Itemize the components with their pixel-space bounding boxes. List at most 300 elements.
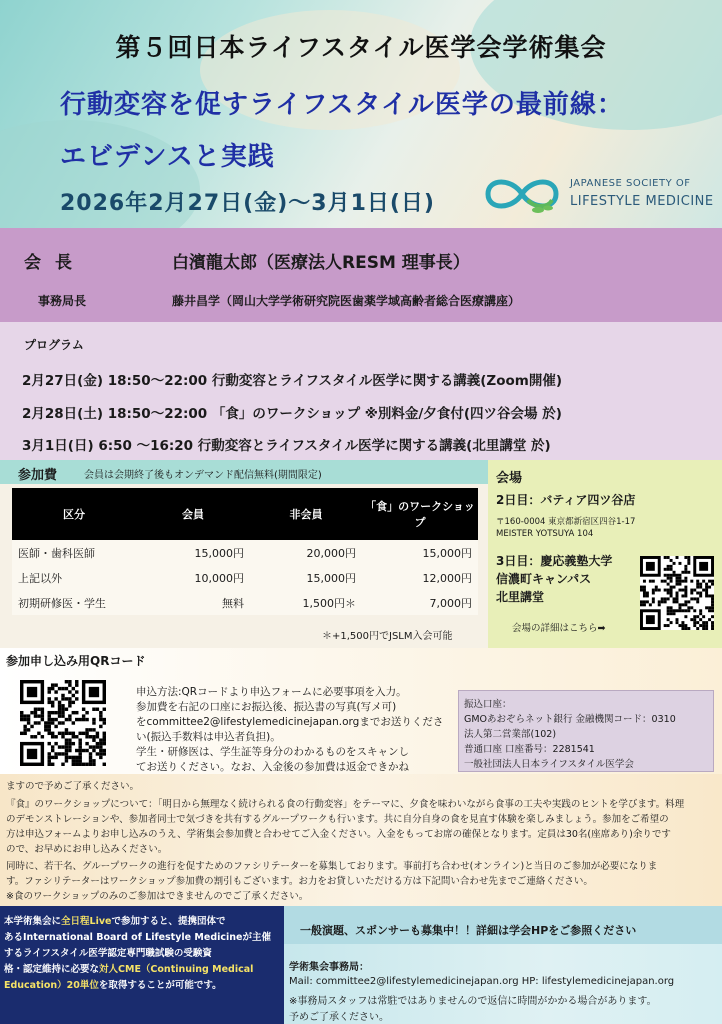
- qr-module: [99, 745, 102, 748]
- qr-module: [72, 763, 75, 766]
- qr-module: [37, 714, 40, 717]
- qr-module: [670, 592, 673, 595]
- qr-module: [89, 728, 92, 731]
- qr-module: [670, 568, 673, 571]
- bank-text: 普通口座 口座番号：2281541: [464, 744, 595, 755]
- qr-module: [68, 756, 71, 759]
- qr-module: [676, 583, 679, 586]
- qr-module: [699, 624, 702, 627]
- qr-module: [48, 728, 51, 731]
- qr-module: [684, 592, 687, 595]
- qr-module: [693, 618, 696, 621]
- qr-module: [690, 580, 693, 583]
- qr-module: [65, 687, 68, 690]
- qr-module: [51, 732, 54, 735]
- qr-module: [27, 728, 30, 731]
- qr-module: [65, 738, 68, 741]
- qr-module: [690, 589, 693, 592]
- qr-module: [68, 738, 71, 741]
- qr-module: [85, 718, 88, 721]
- qr-module: [684, 627, 687, 630]
- qr-module: [23, 718, 26, 721]
- qr-module: [687, 562, 690, 565]
- qr-module: [640, 589, 643, 592]
- infinity-leaf-icon: [478, 170, 566, 218]
- qr-module: [30, 735, 33, 738]
- program-item: 2月28日(土) 18:50〜22:00 「食」のワークショップ ※別料金/夕食付(四ツ谷会場 於): [22, 406, 562, 422]
- qr-module: [708, 609, 711, 612]
- qr-module: [643, 580, 646, 583]
- qr-module: [75, 683, 78, 686]
- fee-note: 会員は会期終了後もオンデマンド配信無料(期間限定): [84, 470, 322, 481]
- qr-module: [20, 711, 23, 714]
- qr-module: [27, 718, 30, 721]
- qr-module: [68, 745, 71, 748]
- president-name: 白濱龍太郎（医療法人RESM 理事長）: [172, 253, 470, 273]
- qr-module: [646, 594, 649, 597]
- qr-module: [699, 612, 702, 615]
- qr-module: [96, 735, 99, 738]
- qr-module: [65, 745, 68, 748]
- qr-module: [99, 714, 102, 717]
- qr-module: [48, 725, 51, 728]
- qr-finder: [646, 615, 655, 624]
- qr-module: [699, 609, 702, 612]
- qr-module: [693, 615, 696, 618]
- bank-text: GMOあおぞらネット銀行 金融機関コード：0310: [464, 714, 676, 725]
- qr-module: [37, 708, 40, 711]
- qr-module: [103, 732, 106, 735]
- qr-module: [103, 708, 106, 711]
- qr-module: [673, 574, 676, 577]
- qr-module: [99, 756, 102, 759]
- qr-module: [78, 718, 81, 721]
- qr-module: [92, 759, 95, 762]
- qr-module: [72, 711, 75, 714]
- qr-module: [96, 752, 99, 755]
- qr-module: [75, 759, 78, 762]
- qr-module: [58, 704, 61, 707]
- qr-module: [58, 711, 61, 714]
- qr-module: [670, 559, 673, 562]
- qr-module: [652, 592, 655, 595]
- qr-module: [676, 556, 679, 559]
- qr-module: [670, 594, 673, 597]
- qr-module: [58, 721, 61, 724]
- qr-module: [676, 609, 679, 612]
- qr-module: [34, 708, 37, 711]
- qr-module: [676, 597, 679, 600]
- qr-module: [89, 745, 92, 748]
- qr-module: [92, 718, 95, 721]
- qr-module: [696, 597, 699, 600]
- qr-module: [72, 735, 75, 738]
- office-title: 学術集会事務局：: [289, 962, 369, 973]
- qr-module: [684, 624, 687, 627]
- qr-module: [48, 759, 51, 762]
- qr-module: [699, 594, 702, 597]
- qr-module: [103, 721, 106, 724]
- venue-details-link[interactable]: 会場の詳細はこちら➡: [512, 623, 606, 634]
- qr-module: [676, 577, 679, 580]
- qr-module: [27, 714, 30, 717]
- qr-module: [96, 732, 99, 735]
- qr-module: [23, 732, 26, 735]
- qr-module: [96, 742, 99, 745]
- qr-module: [690, 606, 693, 609]
- qr-module: [68, 690, 71, 693]
- qr-module: [34, 721, 37, 724]
- qr-module: [670, 580, 673, 583]
- qr-module: [670, 612, 673, 615]
- qr-module: [85, 732, 88, 735]
- qr-finder: [646, 562, 655, 571]
- cme-text: するライフスタイル医学認定専門職試験の受験資: [4, 948, 212, 959]
- qr-module: [711, 583, 714, 586]
- qr-module: [37, 732, 40, 735]
- qr-module: [696, 621, 699, 624]
- qr-module: [61, 704, 64, 707]
- qr-module: [693, 624, 696, 627]
- qr-module: [65, 680, 68, 683]
- qr-module: [51, 745, 54, 748]
- qr-module: [68, 683, 71, 686]
- qr-module: [670, 621, 673, 624]
- venue-title: 会場: [496, 471, 523, 486]
- qr-module: [702, 627, 705, 630]
- workshop-text: ※食のワークショップのみのご参加はできませんのでご了承ください。: [6, 891, 309, 902]
- qr-module: [37, 721, 40, 724]
- qr-module: [667, 568, 670, 571]
- qr-module: [99, 725, 102, 728]
- qr-module: [699, 586, 702, 589]
- qr-module: [705, 592, 708, 595]
- qr-module: [65, 728, 68, 731]
- qr-module: [103, 749, 106, 752]
- qr-finder: [699, 562, 708, 571]
- qr-module: [72, 732, 75, 735]
- qr-module: [690, 592, 693, 595]
- qr-module: [34, 735, 37, 738]
- qr-module: [705, 583, 708, 586]
- qr-module: [103, 742, 106, 745]
- fee-footnote: ＊+1,500円でJSLM入会可能: [322, 631, 453, 642]
- application-qr-code[interactable]: [20, 680, 106, 766]
- qr-module: [667, 624, 670, 627]
- qr-module: [85, 763, 88, 766]
- qr-module: [681, 627, 684, 630]
- qr-module: [705, 621, 708, 624]
- qr-module: [92, 708, 95, 711]
- qr-module: [51, 749, 54, 752]
- qr-module: [51, 701, 54, 704]
- cme-text: あるInternational Board of Lifestyle Medicineが主催: [4, 932, 271, 943]
- qr-module: [82, 718, 85, 721]
- venue-qr-code[interactable]: [640, 556, 714, 630]
- qr-module: [667, 612, 670, 615]
- qr-module: [85, 735, 88, 738]
- qr-module: [673, 609, 676, 612]
- qr-module: [667, 592, 670, 595]
- qr-module: [68, 680, 71, 683]
- qr-module: [696, 580, 699, 583]
- qr-module: [89, 763, 92, 766]
- qr-module: [667, 565, 670, 568]
- qr-module: [48, 763, 51, 766]
- qr-module: [664, 600, 667, 603]
- qr-module: [649, 580, 652, 583]
- qr-module: [711, 603, 714, 606]
- qr-module: [693, 609, 696, 612]
- qr-module: [92, 745, 95, 748]
- qr-module: [51, 687, 54, 690]
- fee-title: 参加費: [18, 468, 58, 483]
- qr-module: [708, 580, 711, 583]
- application-text: 学生・研修医は、学生証等身分のわかるものをスキャンし: [136, 746, 409, 758]
- qr-module: [30, 711, 33, 714]
- qr-module: [61, 708, 64, 711]
- qr-module: [82, 763, 85, 766]
- qr-module: [684, 615, 687, 618]
- qr-module: [72, 687, 75, 690]
- qr-module: [92, 721, 95, 724]
- qr-module: [702, 589, 705, 592]
- application-text: 参加費を右記の口座にお振込後、振込書の写真(写メ可): [136, 701, 397, 713]
- table-row: [12, 540, 478, 565]
- qr-module: [664, 568, 667, 571]
- call-for-papers: 一般演題、スポンサーも募集中！！詳細は学会HPをご参照ください: [300, 924, 637, 937]
- qr-module: [640, 603, 643, 606]
- qr-module: [658, 603, 661, 606]
- qr-module: [41, 711, 44, 714]
- qr-module: [711, 606, 714, 609]
- qr-finder: [27, 749, 37, 759]
- qr-module: [678, 580, 681, 583]
- qr-module: [34, 714, 37, 717]
- qr-module: [92, 735, 95, 738]
- qr-module: [711, 600, 714, 603]
- qr-module: [687, 627, 690, 630]
- qr-module: [48, 714, 51, 717]
- qr-module: [92, 749, 95, 752]
- qr-module: [58, 732, 61, 735]
- qr-module: [54, 683, 57, 686]
- bank-text: 振込口座：: [464, 699, 512, 710]
- column-header: 「食」のワークショップ: [362, 488, 478, 540]
- table-row: [12, 565, 478, 590]
- logo-text-bottom: LIFESTYLE MEDICINE: [570, 194, 714, 209]
- qr-module: [78, 763, 81, 766]
- secretary-label: 事務局長: [38, 294, 87, 308]
- qr-module: [684, 565, 687, 568]
- qr-module: [684, 580, 687, 583]
- qr-module: [51, 763, 54, 766]
- qr-module: [652, 600, 655, 603]
- qr-module: [75, 735, 78, 738]
- qr-module: [103, 735, 106, 738]
- qr-module: [655, 586, 658, 589]
- qr-module: [681, 594, 684, 597]
- qr-module: [72, 721, 75, 724]
- qr-module: [48, 721, 51, 724]
- qr-module: [652, 580, 655, 583]
- qr-module: [699, 618, 702, 621]
- qr-module: [667, 574, 670, 577]
- qr-module: [65, 759, 68, 762]
- qr-module: [41, 735, 44, 738]
- qr-module: [44, 728, 47, 731]
- table-cell: 12,000円: [362, 565, 478, 590]
- qr-module: [61, 694, 64, 697]
- qr-module: [48, 756, 51, 759]
- table-cell: 医師・歯科医師: [12, 540, 136, 565]
- qr-module: [673, 612, 676, 615]
- qr-module: [649, 603, 652, 606]
- qr-module: [711, 615, 714, 618]
- qr-module: [676, 580, 679, 583]
- qr-module: [85, 742, 88, 745]
- contact-mail[interactable]: Mail: committee2@lifestylemedicinejapan.org HP: lifestylemedicinejapan.org: [289, 976, 675, 987]
- qr-module: [85, 749, 88, 752]
- qr-module: [693, 597, 696, 600]
- qr-module: [678, 562, 681, 565]
- qr-module: [58, 701, 61, 704]
- qr-module: [708, 586, 711, 589]
- qr-module: [678, 624, 681, 627]
- qr-module: [82, 708, 85, 711]
- theme-line-2: エビデンスと実践: [60, 142, 275, 172]
- table-cell: 7,000円: [362, 590, 478, 615]
- qr-module: [681, 571, 684, 574]
- logo-text-top: JAPANESE SOCIETY OF: [570, 178, 691, 189]
- application-text: てお送りください。なお、入金後の参加費は返金できかね: [136, 761, 409, 773]
- qr-module: [65, 752, 68, 755]
- qr-module: [690, 597, 693, 600]
- qr-module: [661, 600, 664, 603]
- qr-module: [89, 759, 92, 762]
- qr-module: [696, 615, 699, 618]
- qr-module: [85, 711, 88, 714]
- workshop-text: 『食』のワークショップについて：「明日から無理なく続けられる食の行動変容」をテーマに、夕食を味わいながら食事の工夫や実践のヒントを学びます。料理: [6, 799, 685, 810]
- qr-module: [92, 738, 95, 741]
- qr-module: [54, 718, 57, 721]
- qr-module: [670, 609, 673, 612]
- contact-note: ※事務局スタッフは常駐ではありませんので返信に時間がかかる場合があります。: [289, 996, 657, 1007]
- bank-text: 一般社団法人日本ライフスタイル医学会: [464, 759, 634, 770]
- qr-module: [48, 711, 51, 714]
- qr-module: [103, 763, 106, 766]
- qr-module: [75, 697, 78, 700]
- qr-module: [678, 574, 681, 577]
- qr-module: [676, 592, 679, 595]
- qr-module: [72, 694, 75, 697]
- qr-module: [684, 600, 687, 603]
- qr-module: [687, 571, 690, 574]
- qr-module: [103, 718, 106, 721]
- qr-module: [676, 594, 679, 597]
- qr-module: [699, 592, 702, 595]
- qr-module: [687, 609, 690, 612]
- qr-module: [65, 742, 68, 745]
- venue-day3: 信濃町キャンパス: [496, 572, 592, 586]
- application-text: をcommittee2@lifestylemedicinejapan.orgまでお送りくださ: [136, 716, 444, 728]
- workshop-text: す。ファシリテーターはワークショップ参加費の割引もございます。お力をお貸しいただける方は下記問い合わせ先までご連絡ください。: [6, 876, 593, 887]
- qr-module: [41, 708, 44, 711]
- qr-module: [61, 714, 64, 717]
- qr-module: [670, 577, 673, 580]
- qr-module: [711, 621, 714, 624]
- qr-module: [711, 594, 714, 597]
- qr-module: [640, 600, 643, 603]
- qr-module: [65, 756, 68, 759]
- qr-module: [78, 749, 81, 752]
- qr-module: [652, 597, 655, 600]
- qr-module: [58, 745, 61, 748]
- qr-module: [702, 624, 705, 627]
- theme-line-1: 行動変容を促すライフスタイル医学の最前線：: [60, 90, 624, 120]
- qr-module: [44, 725, 47, 728]
- qr-module: [667, 606, 670, 609]
- qr-module: [684, 568, 687, 571]
- qr-module: [690, 618, 693, 621]
- qr-module: [78, 752, 81, 755]
- qr-module: [96, 745, 99, 748]
- venue-address: MEISTER YOTSUYA 104: [496, 529, 594, 539]
- qr-module: [72, 756, 75, 759]
- qr-module: [58, 708, 61, 711]
- table-header-row: [12, 488, 478, 540]
- contact-note: 予めご了承ください。: [289, 1012, 389, 1023]
- qr-module: [711, 597, 714, 600]
- qr-module: [684, 577, 687, 580]
- qr-module: [667, 618, 670, 621]
- qr-module: [705, 586, 708, 589]
- table-cell: 1,500円＊: [250, 590, 362, 615]
- qr-module: [693, 621, 696, 624]
- qr-module: [681, 621, 684, 624]
- qr-module: [655, 589, 658, 592]
- qr-module: [643, 603, 646, 606]
- workshop-text: のデモンストレーションや、参加者同士で気づきを共有するグループワークも行います。共に自分自身の食を見直す体験を楽しみましょう。参加をご希望の: [6, 814, 669, 825]
- qr-module: [99, 742, 102, 745]
- qr-module: [711, 580, 714, 583]
- qr-module: [664, 597, 667, 600]
- qr-module: [65, 732, 68, 735]
- qr-module: [68, 742, 71, 745]
- qr-module: [664, 580, 667, 583]
- qr-module: [661, 580, 664, 583]
- qr-module: [702, 621, 705, 624]
- application-text: い(振込手数料は申込者負担)。: [136, 731, 281, 743]
- qr-module: [51, 711, 54, 714]
- qr-module: [658, 600, 661, 603]
- qr-module: [702, 615, 705, 618]
- qr-module: [676, 600, 679, 603]
- qr-module: [664, 556, 667, 559]
- qr-module: [643, 586, 646, 589]
- qr-module: [708, 618, 711, 621]
- qr-module: [667, 556, 670, 559]
- workshop-text: ますので予めご了承ください。: [6, 781, 140, 792]
- qr-module: [684, 571, 687, 574]
- qr-module: [61, 752, 64, 755]
- qr-module: [99, 711, 102, 714]
- qr-module: [687, 600, 690, 603]
- qr-module: [82, 749, 85, 752]
- application-text: 申込方法:QRコードより申込フォームに必要事項を入力。: [136, 686, 407, 698]
- qr-module: [89, 752, 92, 755]
- qr-module: [687, 556, 690, 559]
